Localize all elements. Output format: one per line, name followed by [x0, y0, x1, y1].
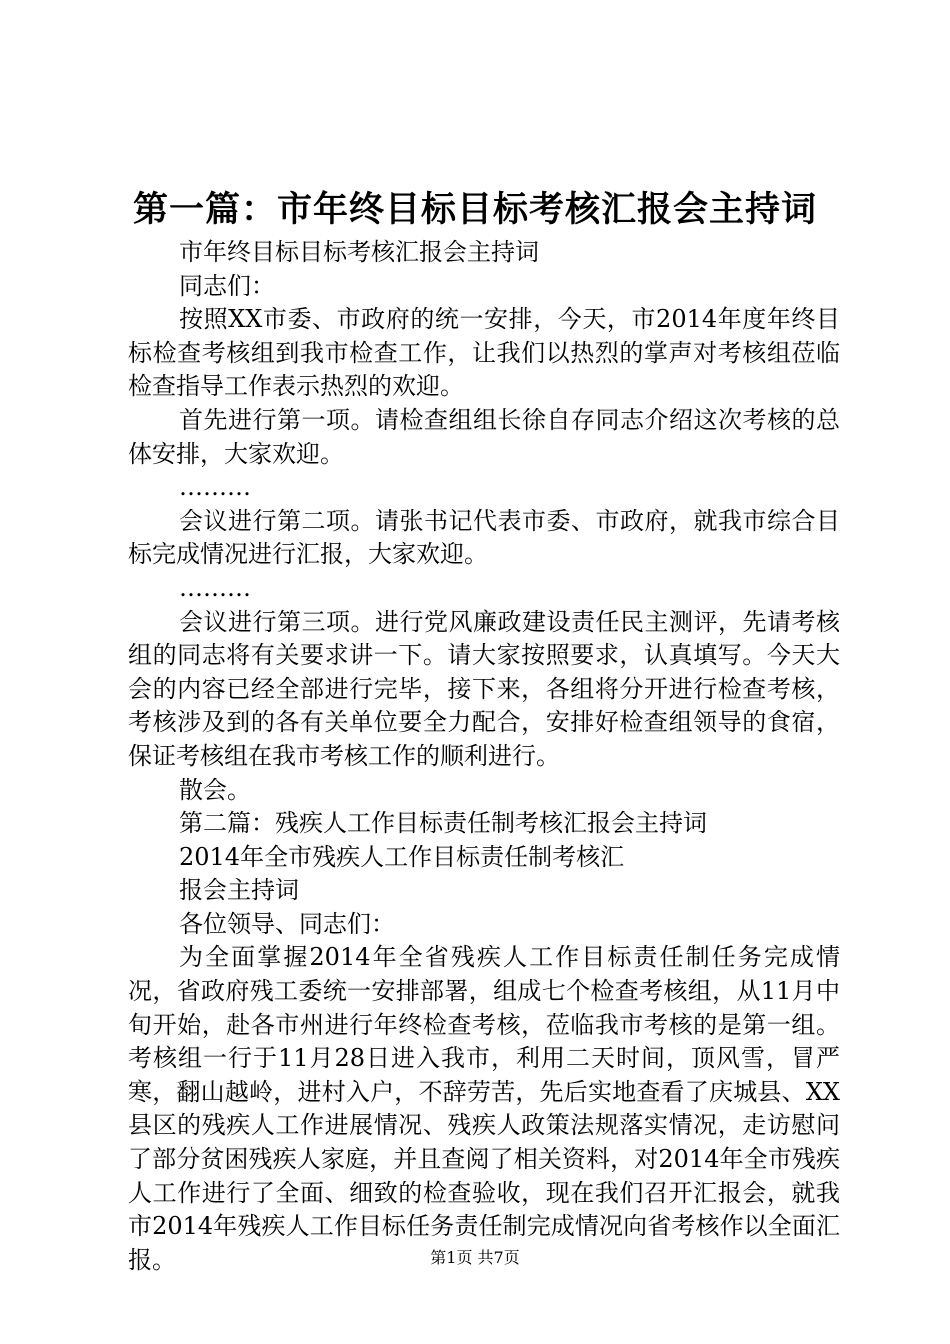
- paragraph: 会议进行第三项。进行党风廉政建设责任民主测评，先请考核组的同志将有关要求讲一下。请大家按照要求，认真填写。今天大会的内容已经全部进行完毕，接下来，各组将分开进行检查考核，考核涉及到的各有关单位要全力配合，安排好检查组领导的食宿，保证考核组在我市考核工作的顺利进行。: [128, 607, 840, 770]
- paragraph: 首先进行第一项。请检查组组长徐自存同志介绍这次考核的总体安排，大家欢迎。: [128, 405, 840, 468]
- paragraph: 为全面掌握2014年全省残疾人工作目标责任制任务完成情况，省政府残工委统一安排部署，组成七个检查考核组，从11月中旬开始，赴各市州进行年终检查考核，莅临我市考核的是第一组。考核组一行于11月28日进入我市，利用二天时间，顶风雪，冒严寒，翻山越岭，进村入户，不辞劳苦，先后实地查看了庆城县、XX县区的残疾人工作进展情况、残疾人政策法规落实情况，走访慰问了部分贫困残疾人家庭，并且查阅了相关资料，对2014年全市残疾人工作进行了全面、细致的检查验收，现在我们召开汇报会，就我市2014年残疾人工作目标任务责任制完成情况向省考核作以全面汇报。: [128, 943, 840, 1274]
- section-heading: 第二篇：残疾人工作目标责任制考核汇报会主持词: [179, 809, 707, 838]
- paragraph: 按照XX市委、市政府的统一安排，今天，市2014年度年终目标检查考核组到我市检查工作，让我们以热烈的掌声对考核组莅临检查指导工作表示热烈的欢迎。: [128, 305, 840, 401]
- paragraph: 各位领导、同志们：: [179, 909, 395, 938]
- paragraph: 同志们：: [179, 271, 275, 300]
- ellipsis-line: ………: [179, 573, 251, 602]
- paragraph: 市年终目标目标考核汇报会主持词: [179, 238, 539, 266]
- document-title: 第一篇：市年终目标目标考核汇报会主持词: [132, 189, 817, 230]
- document-body: [128, 236, 840, 1277]
- page-number: 第1页 共7页: [430, 1248, 520, 1267]
- paragraph: 2014年全市残疾人工作目标责任制考核汇: [179, 842, 625, 871]
- ellipsis-line: ………: [179, 473, 251, 502]
- paragraph: 散会。: [179, 775, 251, 804]
- paragraph: 报会主持词: [179, 876, 299, 905]
- paragraph: 会议进行第二项。请张书记代表市委、市政府，就我市综合目标完成情况进行汇报，大家欢迎。: [128, 506, 840, 569]
